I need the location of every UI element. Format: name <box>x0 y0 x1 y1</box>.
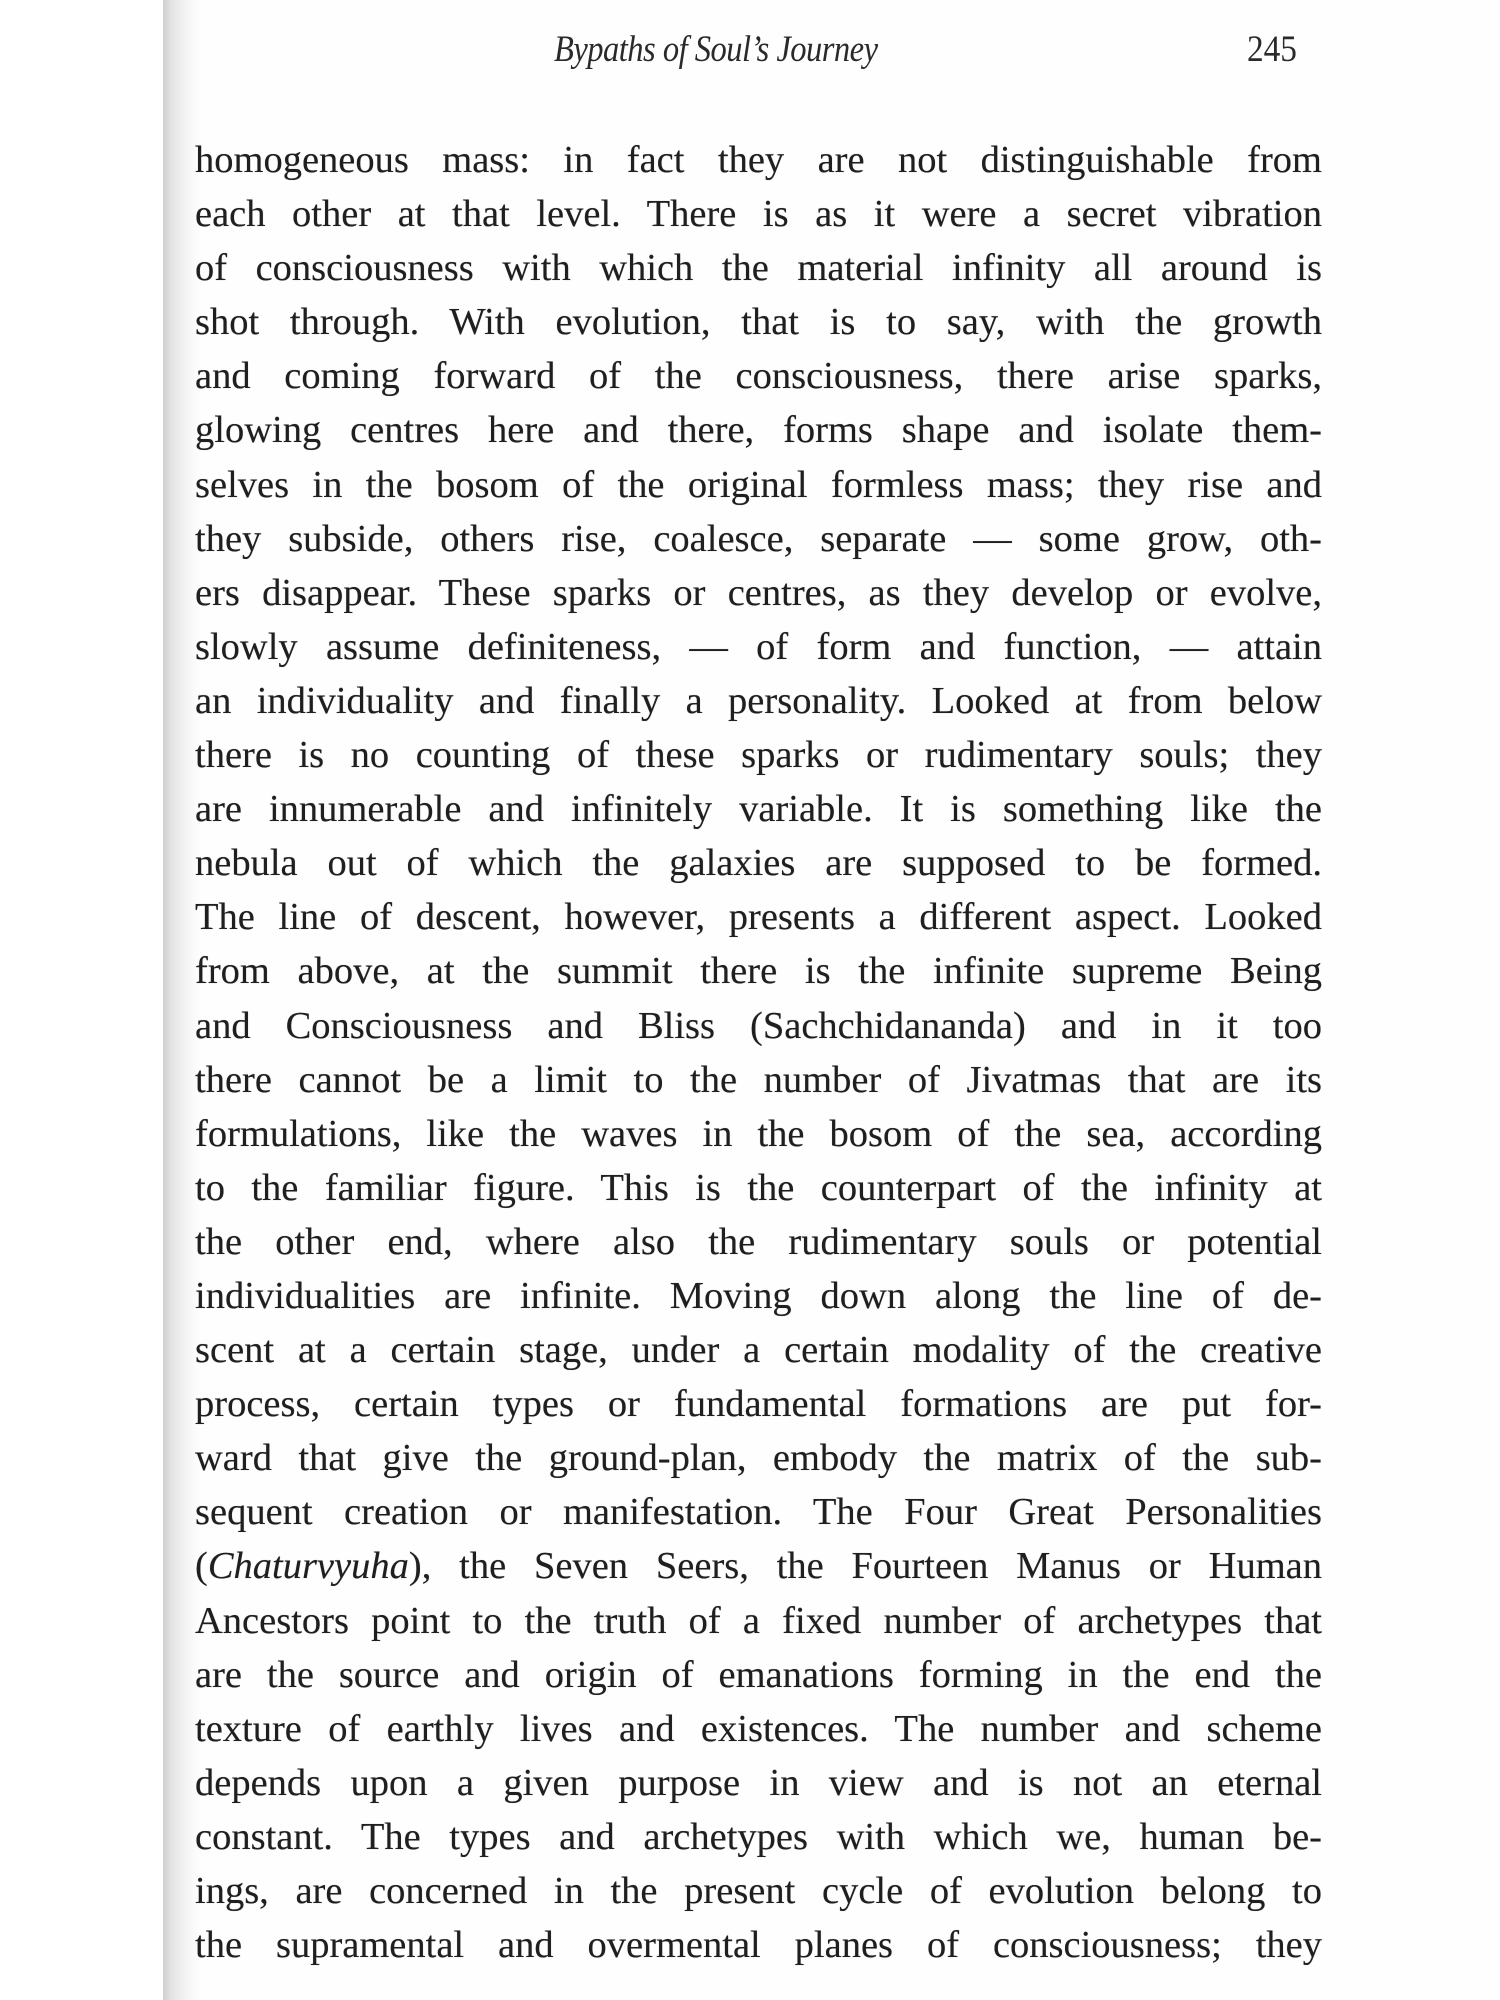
text-line: homogeneous mass: in fact they are not distinguishable from <box>195 139 1322 181</box>
text-line: to the familiar figure. This is the counterpart of the infinity at <box>195 1166 1322 1209</box>
text-line: an individuality and finally a personality. Looked at from below <box>195 679 1322 722</box>
open-paren: ( <box>195 1545 208 1588</box>
text-line: formulations, like the waves in the bosom of the sea, according <box>195 1112 1322 1155</box>
running-head-title: Bypaths of Soul’s Journey <box>554 29 878 70</box>
italic-term-chaturvyuha: Chaturvyuha <box>207 1545 409 1588</box>
text-line: there cannot be a limit to the number of Jivatmas that are its <box>195 1058 1322 1101</box>
text-line-with-italic-term <box>195 1539 1322 1593</box>
text-line: Ancestors point to the truth of a fixed number of archetypes that <box>195 1599 1322 1642</box>
text-line: depends upon a given purpose in view and is not an eternal <box>195 1761 1322 1804</box>
text-line: individualities are infinite. Moving down along the line of de- <box>195 1274 1322 1317</box>
text-line: and Consciousness and Bliss (Sachchidananda) and in it too <box>195 1004 1322 1047</box>
text-line: they subside, others rise, coalesce, separate — some grow, oth- <box>195 517 1322 560</box>
text-line: ings, are concerned in the present cycle of evolution belong to <box>195 1870 1322 1912</box>
text-line: glowing centres here and there, forms shape and isolate them- <box>195 409 1322 452</box>
text-line: from above, at the summit there is the infinite supreme Being <box>195 950 1322 993</box>
text-line: constant. The types and archetypes with which we, human be- <box>195 1815 1322 1858</box>
text-line: are the source and origin of emanations forming in the end the <box>195 1653 1322 1696</box>
text-line: The line of descent, however, presents a different aspect. Looked <box>195 896 1322 939</box>
text-line: each other at that level. There is as it were a secret vibration <box>195 193 1322 236</box>
text-line: are innumerable and infinitely variable. It is something like the <box>195 788 1322 831</box>
page-number: 245 <box>1247 29 1297 70</box>
line-remainder: ), the Seven Seers, the Fourteen Manus or Human <box>408 1545 1322 1588</box>
text-line: and coming forward of the consciousness, there arise sparks, <box>195 355 1322 398</box>
text-line: texture of earthly lives and existences. The number and scheme <box>195 1707 1322 1750</box>
text-line: the other end, where also the rudimentary souls or potential <box>195 1220 1322 1263</box>
text-line: sequent creation or manifestation. The Four Great Personalities <box>195 1491 1322 1534</box>
text-line: the supramental and overmental planes of consciousness; they <box>195 1924 1322 1967</box>
text-line: there is no counting of these sparks or rudimentary souls; they <box>195 734 1322 777</box>
running-head <box>0 22 1500 82</box>
text-line: nebula out of which the galaxies are supposed to be formed. <box>195 842 1322 885</box>
text-line: process, certain types or fundamental formations are put for- <box>195 1383 1322 1426</box>
text-line: ers disappear. These sparks or centres, as they develop or evolve, <box>195 571 1322 614</box>
text-line: slowly assume definiteness, — of form and function, — attain <box>195 625 1322 668</box>
text-line: scent at a certain stage, under a certain modality of the creative <box>195 1329 1322 1372</box>
text-line: selves in the bosom of the original formless mass; they rise and <box>195 463 1322 506</box>
body-text <box>195 133 1322 1972</box>
text-line: ward that give the ground-plan, embody the matrix of the sub- <box>195 1437 1322 1480</box>
text-line: of consciousness with which the material infinity all around is <box>195 247 1322 290</box>
text-line: shot through. With evolution, that is to say, with the growth <box>195 301 1322 344</box>
